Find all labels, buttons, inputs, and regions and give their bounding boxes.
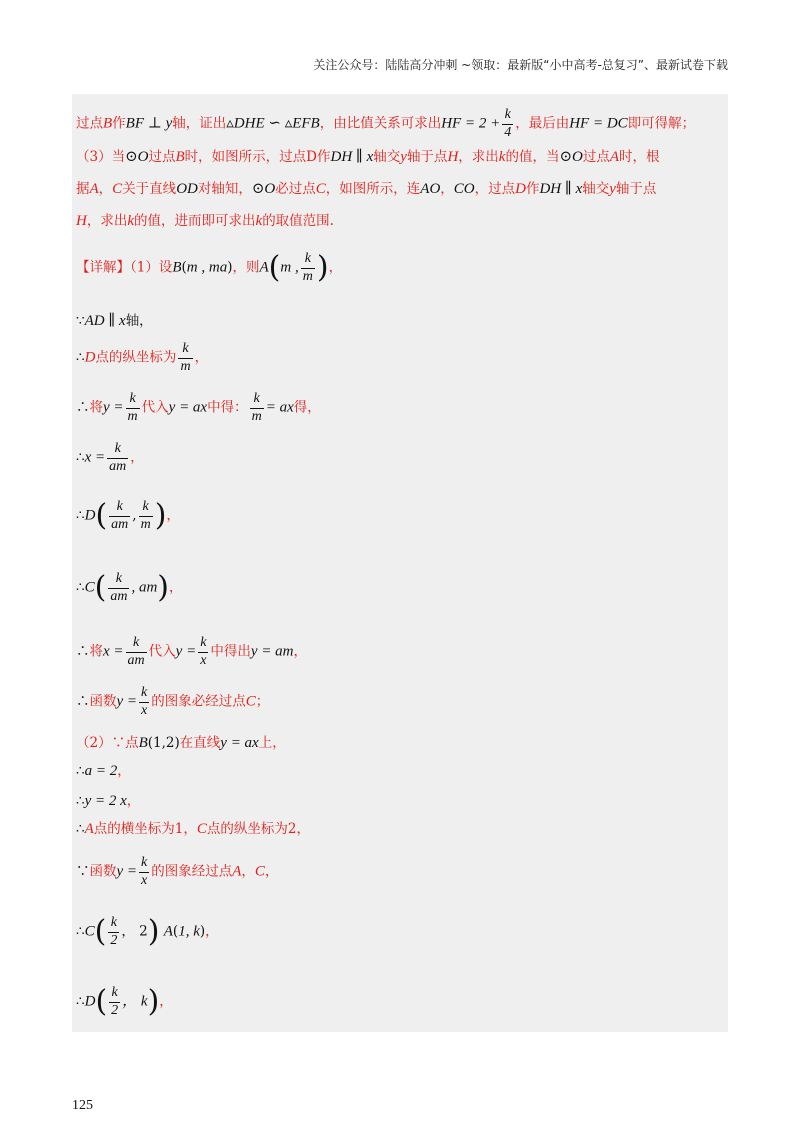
solution-line-17: ∴A点的横坐标为1，C点的纵坐标为2， [76, 821, 310, 837]
fraction: $\frac{k}{2}$ [110, 915, 118, 948]
solution-line-15: ∴a = 2， [76, 763, 131, 779]
solution-line-14: （2）∵点B(1,2)在直线y = ax上， [76, 735, 286, 751]
fraction: $\frac{k}{am}$ [127, 635, 145, 668]
solution-line-10: ∴D( $\frac{k}{am}$ , $\frac{k}{m}$ )， [76, 498, 180, 534]
fraction: $\frac{k}{m}$ [302, 251, 313, 284]
fraction: $\frac{k}{am}$ [111, 499, 129, 532]
fraction: $\frac{k}{x}$ [141, 685, 148, 718]
fraction: $\frac{k}{x}$ [141, 855, 148, 888]
solution-line-8: ∴将y = $\frac{k}{m}$ 代入y = ax中得： $\frac{k}{m}$ = ax得， [76, 391, 321, 424]
fraction: $\frac{k}{m}$ [127, 391, 138, 424]
solution-line-13: ∴函数y = $\frac{k}{x}$ 的图象必经过点C； [76, 685, 270, 718]
fraction: $\frac{k}{am}$ [109, 441, 127, 474]
solution-panel [72, 94, 728, 1032]
fraction: $\frac{k}{x}$ [200, 635, 207, 668]
solution-line-18: ∵函数y = $\frac{k}{x}$ 的图象经过点A，C， [76, 855, 279, 888]
solution-line-12: ∴将x = $\frac{k}{am}$ 代入y = $\frac{k}{x}$ 中得出y = am， [76, 635, 308, 668]
solution-line-20: ∴D( $\frac{k}{2}$ ， k)， [76, 984, 173, 1020]
solution-line-6: ∵AD ∥ x轴， [76, 313, 153, 329]
solution-line-3: 据A，C关于直线OD对轴知，⊙O必过点C，如图所示，连AO，CO，过点D作DH ∥ x轴交y轴于点 [76, 181, 657, 197]
fraction: $\frac{k}{am}$ [110, 571, 128, 604]
solution-line-16: ∴y = 2 x， [76, 793, 141, 809]
page-header: 关注公众号：陆陆高分冲刺 ~领取：最新版“小中高考-总复习”、最新试卷下载 [313, 58, 728, 72]
solution-line-9: ∴x = $\frac{k}{am}$ ， [76, 441, 144, 474]
fraction: $\frac{k}{m}$ [251, 391, 262, 424]
solution-line-4: H，求出k的值，进而即可求出k的取值范围. [76, 213, 334, 229]
solution-line-2: （3）当⊙O过点B时，如图所示，过点D作DH ∥ x轴交y轴于点H，求出k的值，当⊙O过点A时，根 [76, 149, 660, 165]
page-number: 125 [72, 1098, 93, 1113]
solution-line-5: 【详解】（1）设B(m , ma)，则A(m , $\frac{k}{m}$ )， [76, 250, 343, 286]
solution-line-11: ∴C( $\frac{k}{am}$ , am)， [76, 570, 183, 606]
fraction: $\frac{k}{4}$ [504, 107, 512, 140]
solution-line-7: ∴D点的纵坐标为 $\frac{k}{m}$ ， [76, 341, 209, 374]
solution-line-1: 过点B作BF ⊥ y轴，证出▵DHE ∽ ▵EFB，由比值关系可求出HF = 2 + $\frac{k}{4}$ ，最后由HF = DC即可得解； [76, 107, 696, 140]
fraction: $\frac{k}{m}$ [180, 341, 191, 374]
solution-line-19: ∴C( $\frac{k}{2}$ ， 2) A(1, k)， [76, 914, 219, 950]
fraction: $\frac{k}{m}$ [140, 499, 151, 532]
fraction: $\frac{k}{2}$ [111, 985, 119, 1018]
